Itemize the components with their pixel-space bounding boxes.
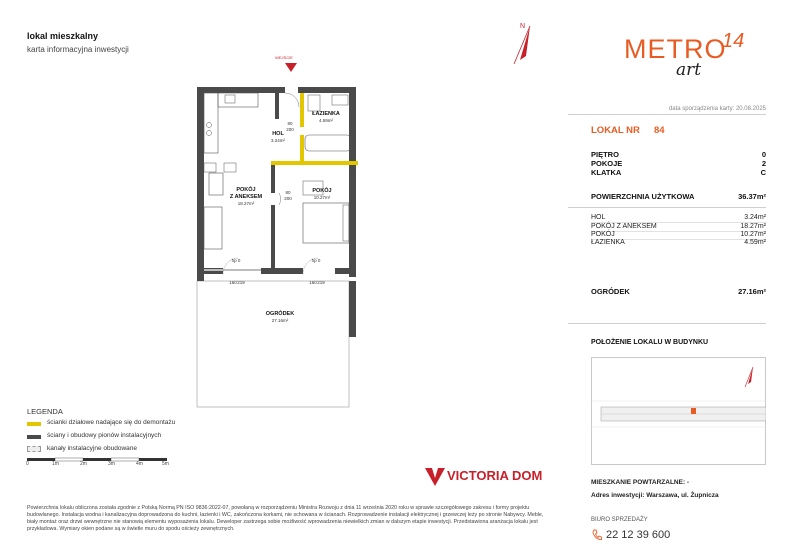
room-area: 18.27m²	[740, 223, 766, 230]
legend-swatch-channels	[27, 446, 41, 452]
window-height-label: hp 0	[231, 258, 241, 263]
hall-label: HOL	[272, 131, 284, 137]
metro-art-logo	[624, 30, 745, 82]
bedroom-label: POKÓJ	[312, 188, 332, 194]
living-room-label-2: Z ANEKSEM	[229, 194, 263, 200]
living-room-label: POKÓJ	[236, 187, 256, 193]
victoria-dom-icon	[425, 466, 445, 486]
legend-title: LEGENDA	[27, 407, 63, 416]
scale-label: 1m	[52, 461, 59, 467]
garden-value: 27.16m²	[738, 287, 766, 296]
logo-number: 14	[722, 30, 745, 52]
room-name: POKÓJ	[591, 231, 615, 238]
legend-item: ścianki działowe nadające się do demontażu	[47, 419, 176, 426]
phone-icon	[591, 529, 602, 541]
legend-swatch-walls	[27, 435, 41, 439]
door-height: 200	[286, 127, 294, 132]
scale-bar	[27, 457, 167, 463]
room-name: POKÓJ Z ANEKSEM	[591, 223, 657, 230]
document-type-title: lokal mieszkalny	[27, 31, 99, 41]
floor-value: 0	[761, 150, 766, 159]
garden-plan-label: OGRÓDEK	[265, 311, 295, 317]
garden-label: OGRÓDEK	[591, 287, 630, 296]
staircase-value: C	[760, 168, 766, 177]
svg-text:N: N	[520, 23, 526, 30]
scale-label: 3m	[108, 461, 115, 467]
window-height-label: hp 0	[311, 258, 321, 263]
bathroom-area: 4.59m²	[318, 118, 333, 123]
door-height: 200	[284, 196, 292, 201]
logo-art-text: art	[676, 60, 702, 80]
floor-label: PIĘTRO	[591, 150, 619, 159]
scale-label: 4m	[136, 461, 143, 467]
window-dim: 160	[229, 280, 237, 285]
document-subtitle: karta informacyjna inwestycji	[27, 45, 129, 54]
room-area: 10.27m²	[740, 231, 766, 238]
legend-swatch-demountable	[27, 422, 41, 426]
north-arrow-icon	[508, 20, 538, 70]
door-width: 80	[285, 190, 291, 195]
rooms-value: 2	[761, 159, 766, 168]
divider	[568, 323, 766, 324]
legend-item: ściany i obudowy pionów instalacyjnych	[47, 432, 162, 439]
scale-label: 0	[26, 461, 29, 467]
disclaimer-text: Powierzchnia lokalu obliczona została zgodnie z Polską Normą PN ISO 9836:2022-07, powołaną w rozporządzeniu Ministra Rozwoju z dnia 11 września 2020 roku w sprawie szczegółowego zakresu i formy projektu budowlanego. Instalacja wodna i kanalizacyjna doprowadzona do kuchni, łazienki i WC, zakończona korkami, nie schowana w ścianach. Rozprowadzenie instalacji elektrycznej i grzewczej leży po stronie Nabywcy. Meble, biały montaż oraz drzwi wewnętrzne nie stanowią elementu wyposażenia lokalu. Deweloper zastrzega sobie możliwość wprowadzenia niewielkich zmian w dalszym etapie inwestycji. Przedstawiona aranżacja lokalu jest przykładowa. Wymiary okien podane są w świetle muru do spodu ościeży zewnętrznych.	[27, 505, 544, 532]
repeat-flat-info: MIESZKANIE POWTARZALNE: -	[591, 479, 690, 486]
floor-plan	[195, 55, 365, 415]
scale-label: 5m	[162, 461, 169, 467]
room-name: ŁAZIENKA	[591, 239, 625, 246]
brand-name: VICTORIA DOM	[447, 468, 543, 483]
hall-area: 3.24m²	[270, 138, 285, 143]
legend-item: kanały instalacyjne obudowane	[47, 445, 137, 452]
window-dim: 160	[309, 280, 317, 285]
window-dim: 219	[237, 280, 245, 285]
rooms-label: POKOJE	[591, 159, 623, 168]
sales-office-label: BIURO SPRZEDAŻY	[591, 517, 648, 523]
unit-number: 84	[654, 125, 665, 136]
sales-phone-number[interactable]: 22 12 39 600	[606, 529, 671, 541]
investment-address: Adres inwestycji: Warszawa, ul. Żupnicza	[591, 492, 719, 499]
bathroom-label: ŁAZIENKA	[312, 111, 340, 117]
building-location-plan	[591, 357, 766, 465]
scale-label: 2m	[80, 461, 87, 467]
room-area: 3.24m²	[744, 214, 766, 221]
location-section-title: POŁOŻENIE LOKALU W BUDYNKU	[591, 339, 709, 346]
unit-number-label: LOKAL NR	[591, 125, 640, 136]
card-date: data sporządzenia karty: 20.08.2025	[668, 106, 766, 112]
room-area: 4.59m²	[744, 239, 766, 246]
window-dim: 219	[317, 280, 325, 285]
door-width: 80	[287, 121, 293, 126]
logo-metro-text: METRO	[624, 34, 727, 64]
garden-plan-area: 27.16m²	[271, 318, 289, 323]
staircase-label: KLATKA	[591, 168, 622, 177]
usable-area-value: 36.37m²	[738, 192, 766, 201]
entrance-label: WEJŚCIE	[275, 55, 293, 60]
usable-area-label: POWIERZCHNIA UŻYTKOWA	[591, 192, 695, 201]
bedroom-area: 10.27m²	[313, 195, 331, 200]
victoria-dom-logo	[425, 466, 543, 491]
divider	[568, 207, 766, 208]
living-room-area: 18.27m²	[237, 201, 255, 206]
divider	[568, 114, 766, 115]
room-name: HOL	[591, 214, 606, 221]
